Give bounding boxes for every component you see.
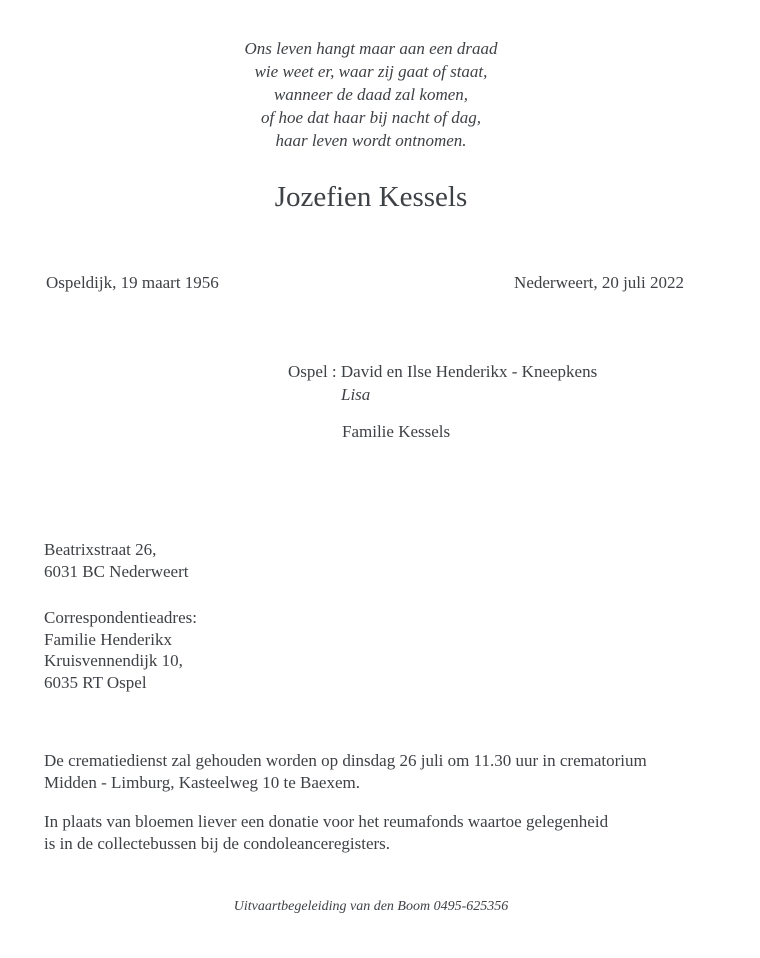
funeral-director-credit: Uitvaartbegeleiding van den Boom 0495-625356 — [233, 899, 509, 914]
home-address-line: Beatrixstraat 26, — [44, 540, 157, 559]
correspondence-address-line: Familie Henderikx — [44, 629, 172, 649]
deceased-name: Jozefien Kessels — [274, 181, 468, 213]
donation-request-line: In plaats van bloemen liever een donatie voor het reumafonds waartoe gelegenheid — [44, 812, 609, 831]
service-announcement-line: De crematiedienst zal gehouden worden op dinsdag 26 juli om 11.30 uur in crematorium — [44, 751, 647, 770]
poem-line: of hoe dat haar bij nacht of dag, — [260, 108, 482, 127]
correspondence-label: Correspondentieadres: — [44, 608, 197, 627]
home-address-line: 6031 BC Nederweert — [44, 561, 189, 581]
donation-request — [44, 811, 704, 854]
correspondence-address — [44, 607, 197, 694]
poem-line: haar leven wordt ontnomen. — [275, 131, 467, 150]
poem-line: Ons leven hangt maar aan een draad — [244, 39, 498, 58]
dates-row — [46, 272, 684, 294]
family-grandchild-line: Lisa — [341, 385, 371, 404]
service-announcement-line: Midden - Limburg, Kasteelweg 10 te Baexem. — [44, 772, 360, 792]
poem — [0, 37, 742, 152]
poem-line: wanneer de daad zal komen, — [273, 85, 469, 104]
correspondence-address-line: 6035 RT Ospel — [44, 673, 147, 693]
correspondence-address-line: Kruisvennendijk 10, — [44, 651, 183, 671]
service-announcement — [44, 750, 704, 793]
poem-line: wie weet er, waar zij gaat of staat, — [254, 62, 488, 81]
family-children-line: Ospel : David en Ilse Henderikx - Kneepkens — [288, 362, 598, 381]
family-name-line: Familie Kessels — [342, 422, 451, 441]
donation-request-line: is in de collectebussen bij de condoleanceregisters. — [44, 833, 391, 853]
home-address — [44, 539, 188, 582]
death-place-date: Nederweert, 20 juli 2022 — [514, 273, 684, 292]
birth-place-date: Ospeldijk, 19 maart 1956 — [46, 273, 219, 292]
